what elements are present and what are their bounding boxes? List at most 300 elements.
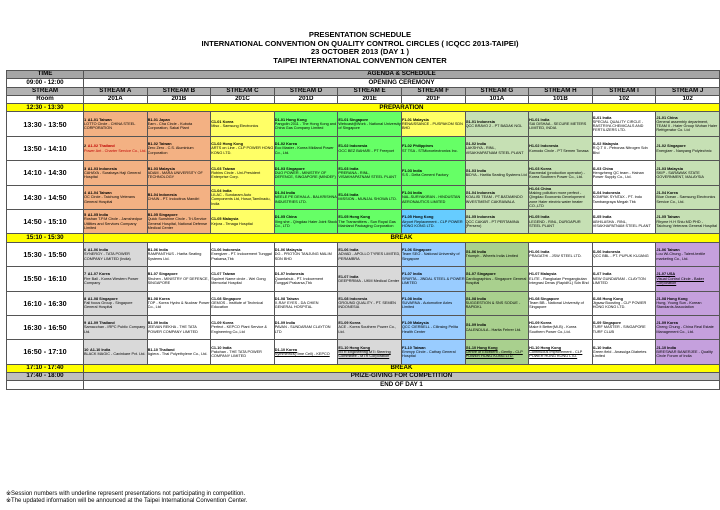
session-circle: Komodo Circle - PT Semen Tonasa [529, 148, 589, 153]
session-circle: Jigsaw Boosting - CLP POWER HONG KONG LTD. [592, 301, 647, 310]
prize-time: 17:40 - 18:00 [7, 372, 84, 380]
session-code: G1-07 Singapore [465, 272, 496, 277]
session-circle: ADVAD - APOLLO TYRES LIMITED, PERAMBRA [338, 252, 401, 261]
session-cell[interactable] [529, 267, 593, 291]
room-1: 201B [147, 95, 211, 103]
session-circle: R.Q.T II - Petronas Nitrogen Sdn Bhd [592, 146, 648, 155]
session-code: C1-06 Indonesia [211, 247, 241, 252]
session-number: 3 [84, 165, 87, 171]
session-number: 10 [84, 346, 89, 352]
session-cell[interactable] [211, 210, 275, 234]
session-cell[interactable] [274, 185, 338, 209]
session-cell[interactable] [529, 242, 593, 266]
session-circle: Make it Better(Mi-B) - Korea Southern Power Co.,Ltd. [529, 325, 577, 334]
session-cell[interactable] [147, 267, 211, 291]
session-cell[interactable] [338, 291, 402, 315]
session-cell[interactable] [401, 185, 465, 209]
room-6: 101A [465, 95, 529, 103]
session-cell[interactable] [274, 340, 338, 364]
session-circle: Webcast@Work - National University of Singapore [338, 122, 401, 131]
session-code: C1-02 Hong Kong [211, 142, 244, 147]
session-cell[interactable] [592, 340, 656, 364]
session-cell[interactable] [465, 112, 529, 136]
session-circle: Centre of Excellent - Gently - CLP POWER HONG KONG LTD. [465, 349, 523, 359]
session-circle: PAVAN - SUNDARAM CLAYTON LTD [274, 325, 331, 334]
room-7: 101B [529, 95, 593, 103]
session-code: A1-01 Taiwan [87, 117, 112, 122]
session-code: E1-08 Indonesia [338, 296, 368, 301]
session-circle: ADAM - MARA UNIVERSITY OF TECHNOLOGY [147, 170, 203, 180]
session-circle: Xing she - Qingdao Haier Joint Stock Co., LTD [274, 219, 338, 228]
session-cell[interactable] [84, 340, 148, 364]
session-circle: LEGEND - RINL, DURGAPUR STEEL PLANT [529, 219, 581, 228]
session-circle: LAKSHYA - RINL, VISAKHAPATNAM STEEL PLANT [465, 146, 524, 155]
session-code: D1-04 India [274, 190, 296, 195]
room-9: 102 [656, 95, 720, 103]
session-circle: Airport Replacement - CLP POWER HONG KONG LTD. [401, 219, 463, 228]
session-circle: GEMOS - Institute of Technical Education [211, 301, 264, 310]
session-code: G1-05 Indonesia [465, 215, 495, 220]
session-circle: DEEPRRIMA - UKM Medical Center [338, 278, 400, 283]
session-code: D1-08 Taiwan [274, 296, 299, 301]
session-cell[interactable] [338, 267, 402, 291]
session-code: H1-05 India [529, 215, 550, 220]
footnote-2: ※The updated information will be announced at the Taipei International Convention Center. [6, 498, 248, 504]
session-cell[interactable] [401, 161, 465, 185]
session-cell[interactable] [401, 242, 465, 266]
session-cell[interactable] [84, 161, 148, 185]
session-cell[interactable] [592, 161, 656, 185]
session-code: D1-02 Korea [274, 142, 297, 147]
session-cell[interactable] [592, 267, 656, 291]
session-code: F1-08 India [401, 296, 422, 301]
session-cell[interactable] [529, 112, 593, 136]
session-cell[interactable] [592, 185, 656, 209]
session-cell[interactable] [401, 291, 465, 315]
session-circle: The Transmitters - Sun Royal Gas Mainland Packaging Corporation [338, 219, 396, 228]
session-row [7, 136, 720, 160]
session-circle: BIDYA - Haritia Seating Systems Ltd [465, 172, 527, 177]
session-cell[interactable] [274, 136, 338, 160]
session-cell[interactable] [529, 185, 593, 209]
session-circle: Visual Control Circle - Baker Corporation [656, 276, 704, 285]
session-cell[interactable] [211, 136, 275, 160]
session-circle: ARTS on Line - CLP POWER HONG KONG LTD. [211, 146, 274, 155]
session-cell[interactable] [465, 242, 529, 266]
session-circle: LOTTO Circle - CHINA STEEL CORPORATION [84, 122, 136, 131]
session-cell[interactable] [592, 315, 656, 339]
room-5: 201F [401, 95, 465, 103]
session-code: H1-01 India [529, 117, 550, 122]
session-circle: Kejora - Tenaga Hospital [211, 221, 253, 226]
stream-row [7, 87, 720, 95]
break-label-2: BREAK [84, 364, 720, 372]
session-cell[interactable] [147, 340, 211, 364]
end-label: END OF DAY 1 [84, 381, 720, 389]
session-time: 14:50 - 15:10 [7, 210, 84, 234]
session-circle: MISSION - MUNJAL SHOWA LTD. [338, 197, 397, 202]
session-cell[interactable] [274, 112, 338, 136]
session-circle: Earn - Cha Circle - Kubota Corporation, Sakai Plant [147, 122, 193, 131]
stream-header-8: STREAM I [592, 87, 656, 95]
session-circle: SPECIAL QUALITY CIRCLE - RASTRIYA CHEMICALS AND FERTILIZERS LTD. [592, 119, 644, 133]
session-cell[interactable] [529, 340, 593, 364]
session-cell[interactable] [465, 136, 529, 160]
session-circle: DG - PROTON TANJUNG MALIM SDN BHD [274, 252, 332, 261]
session-cell[interactable] [211, 291, 275, 315]
room-2: 201C [211, 95, 275, 103]
session-cell[interactable] [338, 210, 402, 234]
session-number: 5 [84, 212, 87, 218]
session-circle: Samacchan - IRPC Public Company Ltd. [84, 325, 146, 334]
session-cell[interactable] [656, 112, 720, 136]
session-circle: Making pollution more perfect - Qingdao Economic Development zone Haier electric water heater CO.,LTD [529, 190, 585, 208]
session-circle: OC Circle - Taichung Veterans General Hospital [84, 195, 135, 204]
session-cell[interactable] [529, 136, 593, 160]
session-code: I1-05 India [592, 215, 612, 220]
session-code: C1-07 Taiwan [211, 272, 236, 277]
session-cell[interactable] [274, 161, 338, 185]
session-circle: Rhyme H.H Shiu MD PHD - Taichung Veterans General Hospital [656, 219, 717, 228]
session-circle: X-RAY EYES - DA CHIEN GENERAL HOSPITAL [274, 301, 319, 310]
session-circle: GROUND QUALITY - PT. SEMEN INDONESIA [338, 301, 396, 310]
end-spacer [7, 381, 84, 389]
session-cell[interactable] [338, 161, 402, 185]
session-code: F1-09 Malaysia [401, 321, 429, 326]
session-code: I1-03 China [592, 166, 614, 171]
session-code: J1-05 Taiwan [656, 215, 680, 220]
session-code: C1-01 Korea [211, 119, 234, 124]
session-cell[interactable] [338, 340, 402, 364]
session-code: D1-03 Singapore [274, 166, 305, 171]
session-circle: ST TSA - STMicroelectronics Inc. [401, 148, 458, 153]
session-code: E1-05 Hong Kong [338, 215, 371, 220]
session-cell[interactable] [592, 112, 656, 136]
session-cell[interactable] [147, 315, 211, 339]
session-cell[interactable] [401, 267, 465, 291]
session-number: 2 [84, 143, 87, 149]
session-circle: PRAGATHI - JSW STEEL LTD. [529, 254, 582, 259]
session-cell[interactable] [401, 315, 465, 339]
session-time: 16:50 - 17:10 [7, 340, 84, 364]
session-cell[interactable] [274, 242, 338, 266]
session-circle: KOMPAK SYNTAX - PT. Indo Tambangraya Megah Tbk [592, 195, 642, 204]
session-cell[interactable] [401, 210, 465, 234]
session-code: C1-03 Taiwan [211, 166, 236, 171]
session-circle: Shuhen - MINISTRY OF DEFENCE, SINGAPORE [147, 276, 209, 285]
session-cell[interactable] [338, 112, 402, 136]
session-cell[interactable] [656, 340, 720, 364]
break-row-2 [7, 364, 720, 372]
session-circle: Team SEO - National University of Singapore [401, 252, 460, 261]
session-code: D1-06 Malaysia [274, 247, 303, 252]
session-code: F1-07 India [401, 272, 422, 277]
session-code: A1-03 Indonesia [87, 166, 117, 171]
session-cell[interactable] [147, 242, 211, 266]
session-circle: Fall focus Group - Singapore General Hospital [84, 301, 133, 310]
session-cell[interactable] [465, 291, 529, 315]
session-code: A1-07 Korea [87, 272, 110, 277]
session-circle: Perfect - KEPCO Plant Service & Engineering Co.,Ltd [211, 325, 267, 334]
session-time: 13:30 - 13:50 [7, 112, 84, 136]
session-number: 7 [84, 271, 87, 277]
session-cell[interactable] [274, 267, 338, 291]
session-circle: SYNERGY - TATA POWER COMPANY LIMITED (India) [84, 252, 131, 261]
session-circle: Energizer - PT. Indocement Tunggal Prakarsa,Tbk [211, 252, 272, 261]
session-cell[interactable] [84, 315, 148, 339]
session-cell[interactable] [465, 340, 529, 364]
session-code: D1-10 Korea [274, 347, 297, 352]
end-row [7, 381, 720, 389]
session-circle: Power Ant - Charter Service Co., Ltd. [84, 148, 147, 153]
session-circle: NEW GUNDARAM - CLAYTON LIMITED [592, 276, 646, 285]
session-time: 15:50 - 16:10 [7, 267, 84, 291]
session-row [7, 112, 720, 136]
session-time: 16:30 - 16:50 [7, 315, 84, 339]
session-time: 14:10 - 14:30 [7, 161, 84, 185]
session-cell[interactable] [147, 185, 211, 209]
session-cell[interactable] [592, 242, 656, 266]
session-cell[interactable] [84, 242, 148, 266]
session-code: J1-06 Taiwan [656, 247, 680, 252]
session-code: E1-01 Singapore [338, 117, 369, 122]
session-cell[interactable] [465, 161, 529, 185]
session-cell[interactable] [529, 161, 593, 185]
session-code: D1-09 India [274, 321, 296, 326]
session-code: A1-06 India [87, 247, 108, 252]
time-header-row [7, 71, 720, 79]
session-code: G1-08 India [465, 296, 487, 301]
session-number: 4 [84, 189, 87, 195]
session-cell[interactable] [401, 136, 465, 160]
session-circle: OCC BEZ BAHARI - PT Freeport [338, 148, 395, 153]
session-cell[interactable] [592, 291, 656, 315]
session-code: J1-08 Hong Kong [656, 296, 688, 301]
session-code: A1-09 Thailand [87, 321, 115, 326]
session-cell[interactable] [465, 210, 529, 234]
room-4: 201E [338, 95, 402, 103]
session-circle: Cardiographics - Singapore General Hospital [465, 276, 527, 285]
session-cell[interactable] [465, 315, 529, 339]
session-cell[interactable] [656, 291, 720, 315]
session-cell[interactable] [147, 291, 211, 315]
session-cell[interactable] [529, 315, 593, 339]
session-cell[interactable] [84, 136, 148, 160]
session-cell[interactable] [84, 112, 148, 136]
session-cell[interactable] [211, 185, 275, 209]
session-code: G1-10 Hong Kong [465, 345, 498, 350]
session-cell[interactable] [656, 136, 720, 160]
session-circle: BLACK MAGIC - Cavinkare Pvt. Ltd. [84, 351, 146, 356]
session-circle: Green field - Anasuiga Diabetes Limited [592, 349, 647, 359]
session-code: D1-01 Hong Kong [274, 117, 307, 122]
stream-header-3: STREAM D [274, 87, 338, 95]
prize-row [7, 372, 720, 380]
session-circle: BIRESWAR BANERJEE - Quality Circle Forum of India [656, 349, 713, 359]
session-cell[interactable] [84, 291, 148, 315]
session-cell[interactable] [465, 185, 529, 209]
session-circle: TURF MASTER - SINGAPORE TURF CLUB [592, 325, 646, 334]
convention-title: INTERNATIONAL CONVENTION ON QUALITY CONTROL CIRCLES ( ICQCC 2013-TAIPEI) [201, 38, 519, 48]
session-cell[interactable] [656, 315, 720, 339]
preparation-label: PREPARATION [84, 104, 720, 112]
session-cell[interactable] [338, 185, 402, 209]
session-code: F1-03 India [401, 168, 422, 173]
session-cell[interactable] [84, 210, 148, 234]
session-circle: SKIP - SARAWAK STATE GOVERNMENT, MALAYSIA [656, 170, 704, 180]
session-code: I1-01 India [592, 115, 612, 120]
session-cell[interactable] [338, 242, 402, 266]
session-circle: Fire Ball - Korea Western Power Company [84, 276, 139, 285]
session-circle: Symmetrics(Time Cell) - KEPCO [274, 351, 330, 356]
preparation-time: 12:30 - 13:30 [7, 104, 84, 112]
session-code: B1-07 Singapore [147, 272, 178, 277]
session-code: J1-10 India [656, 345, 676, 350]
session-cell[interactable] [656, 210, 720, 234]
session-code: D1-07 Indonesia [274, 272, 304, 277]
room-3: 201D [274, 95, 338, 103]
session-code: H1-03 Korea [529, 166, 552, 171]
session-cell[interactable] [211, 315, 275, 339]
session-cell[interactable] [211, 112, 275, 136]
session-circle: SAI DISHAA - SECURE METERS LIMITED, INDIA [529, 122, 587, 131]
session-circle: Robins Circle - Uni-President Enterprise Corp. [211, 170, 261, 180]
session-cell[interactable] [274, 291, 338, 315]
session-cell[interactable] [465, 267, 529, 291]
schedule-title: PRESENTATION SCHEDULE [308, 30, 412, 39]
room-row [7, 95, 720, 103]
session-code: I1-02 Malaysia [592, 142, 619, 147]
session-cell[interactable] [84, 185, 148, 209]
session-cell[interactable] [211, 161, 275, 185]
room-header: Room [7, 95, 84, 103]
session-code: G1-06 India [465, 250, 487, 255]
opening-row [7, 79, 720, 87]
session-code: J1-03 Malaysia [656, 166, 683, 171]
stream-header-7: STREAM H [529, 87, 593, 95]
session-time: 14:30 - 14:50 [7, 185, 84, 209]
session-row [7, 161, 720, 185]
session-code: E1-06 India [338, 247, 359, 252]
session-cell[interactable] [656, 161, 720, 185]
opening-label: OPENING CEREMONY [84, 79, 720, 87]
session-circle: QCC CIERBELL - Cilinsing Pelita Health Center [401, 325, 458, 334]
session-time: 16:10 - 16:30 [7, 291, 84, 315]
session-circle: NEELE PE DEHALA - BALKRISHNA INDUSTRIES LTD. [274, 195, 337, 204]
session-cell[interactable] [656, 242, 720, 266]
session-cell[interactable] [211, 340, 275, 364]
session-cell[interactable] [338, 315, 402, 339]
session-cell[interactable] [656, 267, 720, 291]
session-number: 1 [84, 116, 87, 122]
session-circle: SUGGESTION & SNS SODUE - RAPIDKL [465, 301, 521, 310]
session-cell[interactable] [147, 112, 211, 136]
session-code: B1-06 India [147, 247, 168, 252]
session-circle: CAHAYA - Surabaya Haji General Hospital [84, 170, 141, 180]
session-code: E1-03 India [338, 166, 359, 171]
session-code: H1-04 China [529, 186, 552, 191]
session-code: B1-05 Singapore [147, 213, 178, 218]
session-code: H1-08 Singapore [529, 296, 560, 301]
session-code: F1-10 Taiwan [401, 345, 426, 350]
break-label-1: BREAK [84, 234, 720, 242]
session-cell[interactable] [274, 210, 338, 234]
session-circle: Hengzheng QC team - Hainan Power Supply Co., Ltd. [592, 170, 644, 180]
session-code: E1-10 Hong Kong [338, 345, 371, 350]
session-cell[interactable] [147, 161, 211, 185]
session-circle: Squirrel Name circle - Wei Gong Memorial Hospital [211, 276, 266, 285]
session-circle: SPARTA - JINDAL STEEL & POWER LIMITED [401, 276, 465, 285]
session-circle: ELITE - Rangkaian Pengangkutan Integrasi Deras (RapidKL) Sdn Bhd [529, 276, 589, 285]
session-cell[interactable] [656, 185, 720, 209]
session-cell[interactable] [274, 315, 338, 339]
session-code: B1-03 Malaysia [147, 166, 175, 171]
schedule-date: 23 OCTOBER 2013 (DAY 1 ) [310, 47, 410, 56]
session-code: G1-04 Indonesia [465, 190, 495, 195]
session-number: 9 [84, 320, 87, 326]
session-row [7, 315, 720, 339]
session-cell[interactable] [592, 136, 656, 160]
session-code: A1-10 India [89, 347, 111, 352]
session-cell[interactable] [211, 267, 275, 291]
session-cell[interactable] [401, 340, 465, 364]
session-code: A1-04 Taiwan [87, 190, 112, 195]
break-row-1 [7, 234, 720, 242]
session-circle: QCC CAKAR - PT PERTAMINA (Persero) [465, 219, 519, 228]
session-circle: General assembly department, TEAM II - Haier Group Wuhan Haier Refrigerator Co. Ltd [656, 119, 718, 133]
session-cell[interactable] [211, 242, 275, 266]
session-code: J1-01 China [656, 115, 678, 120]
session-circle: Hung, Young Sun - Korean Standards Association [656, 301, 702, 310]
session-circle: Miso - Samsung Electronics [211, 124, 259, 129]
session-code: I1-06 Indonesia [592, 250, 621, 255]
session-circle: RAMPANTHUS - Harita Seating Systems Ltd. [147, 252, 202, 261]
session-code: B1-10 Thailand [147, 347, 175, 352]
session-cell[interactable] [147, 136, 211, 160]
session-code: B1-08 Korea [147, 296, 170, 301]
session-cell[interactable] [401, 112, 465, 136]
session-row [7, 291, 720, 315]
session-row [7, 267, 720, 291]
break-time-2: 17:10 - 17:40 [7, 364, 84, 372]
session-row [7, 185, 720, 209]
session-circle: MTR Engineering MTI Steering Committee - MTR Corporation [338, 349, 391, 359]
session-code: I1-10 India [592, 345, 612, 350]
session-cell[interactable] [529, 210, 593, 234]
session-code: F1-05 Hong Kong [401, 215, 434, 220]
agenda-header: AGENDA & SCHEDULE [84, 71, 720, 79]
session-cell[interactable] [84, 267, 148, 291]
session-time: 15:30 - 15:50 [7, 242, 84, 266]
session-code: B1-02 Taiwan [147, 142, 172, 147]
session-circle: S.S - Delta Cement Factory [401, 172, 449, 177]
session-circle: LILAC - Sundaram Auto Components Ltd, Hosur,Tamilnadu, India [211, 193, 271, 206]
session-code: I1-07 India [592, 272, 612, 277]
session-time: 13:50 - 14:10 [7, 136, 84, 160]
session-circle: PRERANA - RINL, VISAKHAPATNAM STEEL PLANT [338, 170, 397, 180]
stream-header-9: STREAM J [656, 87, 720, 95]
session-cell[interactable] [529, 291, 593, 315]
session-cell[interactable] [147, 210, 211, 234]
session-cell[interactable] [338, 136, 402, 160]
session-cell[interactable] [592, 210, 656, 234]
session-code: A1-08 Singapore [87, 296, 118, 301]
session-circle: Bacmedal (production operator) - Korea Southern Power Co., Ltd. [529, 170, 585, 180]
session-circle: CHAIN - PT. Indocitrus Mandiri [147, 197, 200, 202]
session-circle: CALENDULA - Harita Fehrer Ltd. [465, 327, 522, 332]
session-code: I1-09 Singapore [592, 321, 622, 326]
session-code: H1-09 Korea [529, 321, 552, 326]
